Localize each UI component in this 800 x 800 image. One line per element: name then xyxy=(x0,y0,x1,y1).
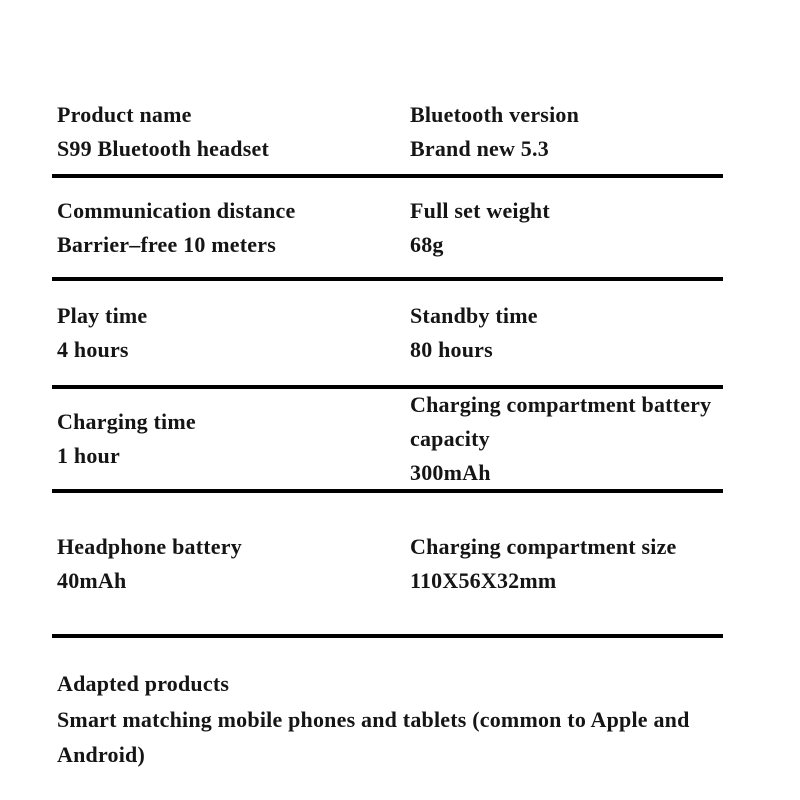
spec-label: Charging compartment battery capacity xyxy=(410,392,712,451)
spec-cell-right xyxy=(410,281,723,385)
spec-cell-right xyxy=(410,493,723,634)
spec-cell-left xyxy=(57,389,410,489)
divider xyxy=(52,634,723,638)
spec-value: 4 hours xyxy=(57,337,129,362)
spec-label: Headphone battery xyxy=(57,533,242,559)
spec-row xyxy=(52,493,723,634)
spec-label: Play time xyxy=(57,303,148,328)
spec-row xyxy=(52,389,723,489)
spec-label: Charging time xyxy=(57,409,196,434)
spec-value: 68g xyxy=(410,231,444,257)
spec-value: Barrier–free 10 meters xyxy=(57,231,276,257)
adapted-products-section xyxy=(52,666,718,773)
spec-value: S99 Bluetooth headset xyxy=(57,135,269,161)
spec-value: 40mAh xyxy=(57,567,127,593)
spec-cell-left xyxy=(57,281,410,385)
spec-value: 110X56X32mm xyxy=(410,567,557,593)
spec-value: Brand new 5.3 xyxy=(410,135,549,161)
adapted-products-label: Adapted products xyxy=(57,671,230,696)
spec-table xyxy=(52,89,723,773)
spec-cell-left xyxy=(57,178,410,277)
spec-cell-left xyxy=(57,493,410,634)
spec-label: Charging compartment size xyxy=(410,533,677,559)
spec-row xyxy=(52,178,723,277)
spec-cell-right xyxy=(410,178,723,277)
spec-label: Product name xyxy=(57,101,192,127)
spec-value: 80 hours xyxy=(410,337,493,362)
spec-label: Standby time xyxy=(410,303,538,328)
spec-label: Full set weight xyxy=(410,197,550,223)
spec-cell-left xyxy=(57,89,410,174)
spec-cell-right xyxy=(410,389,723,489)
spec-row xyxy=(52,281,723,385)
spec-label: Bluetooth version xyxy=(410,101,580,127)
spec-cell-right xyxy=(410,89,723,174)
adapted-products-value: Smart matching mobile phones and tablets (common to Apple and Android) xyxy=(57,706,690,767)
spec-row xyxy=(52,89,723,174)
spec-label: Communication distance xyxy=(57,197,296,223)
spec-value: 1 hour xyxy=(57,443,120,468)
spec-value: 300mAh xyxy=(410,460,491,485)
